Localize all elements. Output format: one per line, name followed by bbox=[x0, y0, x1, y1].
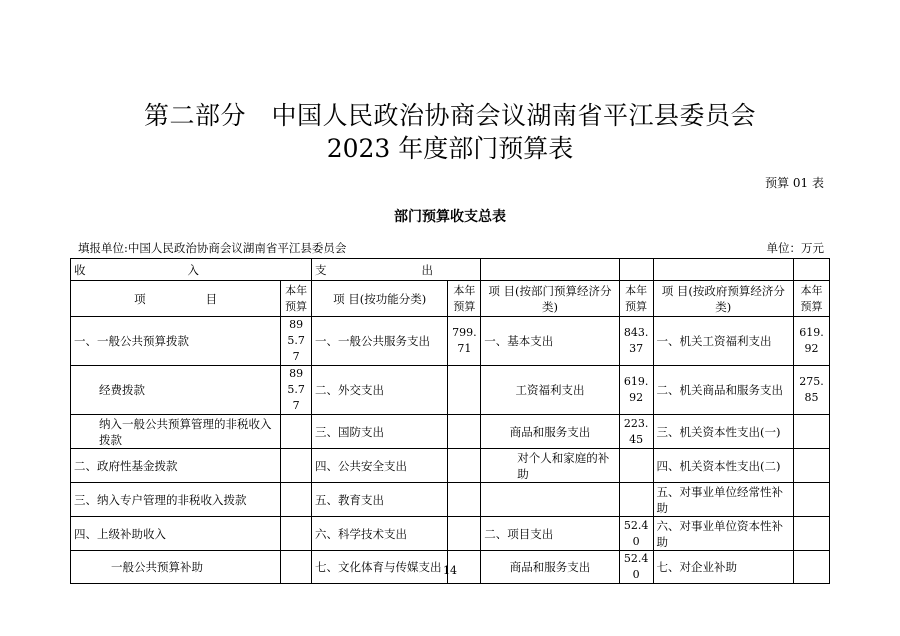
gov-item: 二、机关商品和服务支出 bbox=[653, 366, 794, 415]
page-number: 14 bbox=[443, 564, 457, 577]
func-item: 五、教育支出 bbox=[312, 483, 448, 517]
func-item-header: 项 目(按功能分类) bbox=[312, 281, 448, 317]
expense-header-b: 出 bbox=[421, 262, 434, 277]
dept-econ-item-header: 项 目(按部门预算经济分类) bbox=[481, 281, 619, 317]
func-item: 三、国防支出 bbox=[312, 415, 448, 449]
func-item: 一、一般公共服务支出 bbox=[312, 317, 448, 366]
income-header bbox=[71, 259, 312, 281]
income-item: 三、纳入专户管理的非税收入拨款 bbox=[71, 483, 281, 517]
dept-item: 二、项目支出 bbox=[481, 517, 619, 551]
dept-item: 商品和服务支出 bbox=[481, 415, 619, 449]
gov-item: 四、机关资本性支出(二) bbox=[653, 449, 794, 483]
gov-econ-item-header: 项 目(按政府预算经济分类) bbox=[653, 281, 794, 317]
table-row bbox=[71, 366, 830, 415]
gov-value bbox=[794, 449, 830, 483]
income-item: 一般公共预算补助 bbox=[71, 551, 281, 584]
gov-item: 三、机关资本性支出(一) bbox=[653, 415, 794, 449]
dept-value bbox=[619, 483, 653, 517]
gov-value bbox=[794, 415, 830, 449]
income-value: 895.77 bbox=[281, 317, 312, 366]
table-header-row bbox=[71, 259, 830, 281]
table-row bbox=[71, 517, 830, 551]
gov-item: 五、对事业单位经常性补助 bbox=[653, 483, 794, 517]
budget-header: 本年预算 bbox=[281, 281, 312, 317]
empty-header-cell bbox=[481, 259, 619, 281]
gov-value bbox=[794, 517, 830, 551]
income-item: 纳入一般公共预算管理的非税收入拨款 bbox=[71, 415, 281, 449]
page-subtitle-year: 2023 年度部门预算表 bbox=[326, 134, 574, 163]
func-item: 二、外交支出 bbox=[312, 366, 448, 415]
page-title: 第二部分 中国人民政治协商会议湖南省平江县委员会 bbox=[143, 101, 756, 130]
gov-value: 619.92 bbox=[794, 317, 830, 366]
gov-value bbox=[794, 483, 830, 517]
table-title: 部门预算收支总表 bbox=[394, 209, 506, 225]
func-value bbox=[448, 483, 481, 517]
empty-header-cell bbox=[653, 259, 794, 281]
func-value bbox=[448, 449, 481, 483]
func-value: 799.71 bbox=[448, 317, 481, 366]
income-header-a: 收 bbox=[74, 262, 86, 277]
dept-item bbox=[481, 483, 619, 517]
budget-table bbox=[70, 258, 830, 584]
expense-header bbox=[312, 259, 481, 281]
income-value bbox=[281, 517, 312, 551]
func-item: 六、科学技术支出 bbox=[312, 517, 448, 551]
form-number: 预算 01 表 bbox=[765, 176, 824, 190]
gov-item: 六、对事业单位资本性补助 bbox=[653, 517, 794, 551]
filing-unit: 填报单位:中国人民政治协商会议湖南省平江县委员会 bbox=[78, 241, 347, 255]
table-row bbox=[71, 449, 830, 483]
func-item: 四、公共安全支出 bbox=[312, 449, 448, 483]
currency-unit: 单位：万元 bbox=[766, 241, 824, 255]
dept-value: 52.40 bbox=[619, 551, 653, 584]
item-header bbox=[71, 281, 281, 317]
income-item: 一、一般公共预算拨款 bbox=[71, 317, 281, 366]
table-row bbox=[71, 415, 830, 449]
func-value bbox=[448, 517, 481, 551]
income-item: 经费拨款 bbox=[71, 366, 281, 415]
expense-header-a: 支 bbox=[315, 262, 327, 277]
dept-value: 843.37 bbox=[619, 317, 653, 366]
dept-value: 619.92 bbox=[619, 366, 653, 415]
income-value bbox=[281, 415, 312, 449]
item-header-b: 目 bbox=[205, 291, 218, 306]
gov-item: 一、机关工资福利支出 bbox=[653, 317, 794, 366]
dept-value: 223.45 bbox=[619, 415, 653, 449]
empty-header-cell bbox=[619, 259, 653, 281]
empty-header-cell bbox=[794, 259, 830, 281]
income-value bbox=[281, 449, 312, 483]
income-item: 四、上级补助收入 bbox=[71, 517, 281, 551]
func-value bbox=[448, 366, 481, 415]
dept-item: 商品和服务支出 bbox=[481, 551, 619, 584]
income-header-b: 入 bbox=[187, 262, 199, 277]
income-value: 895.77 bbox=[281, 366, 312, 415]
dept-value bbox=[619, 449, 653, 483]
budget-header: 本年预算 bbox=[448, 281, 481, 317]
dept-item: 工资福利支出 bbox=[481, 366, 619, 415]
func-value bbox=[448, 415, 481, 449]
income-value bbox=[281, 483, 312, 517]
item-header-a: 项 bbox=[134, 291, 146, 306]
budget-header: 本年预算 bbox=[619, 281, 653, 317]
budget-header: 本年预算 bbox=[794, 281, 830, 317]
table-subheader-row bbox=[71, 281, 830, 317]
gov-value: 275.85 bbox=[794, 366, 830, 415]
dept-item: 一、基本支出 bbox=[481, 317, 619, 366]
func-item: 七、文化体育与传媒支出 bbox=[312, 551, 448, 584]
income-item: 二、政府性基金拨款 bbox=[71, 449, 281, 483]
gov-item: 七、对企业补助 bbox=[653, 551, 794, 584]
dept-value: 52.40 bbox=[619, 517, 653, 551]
table-row bbox=[71, 483, 830, 517]
dept-item: 对个人和家庭的补助 bbox=[481, 449, 619, 483]
table-row bbox=[71, 317, 830, 366]
